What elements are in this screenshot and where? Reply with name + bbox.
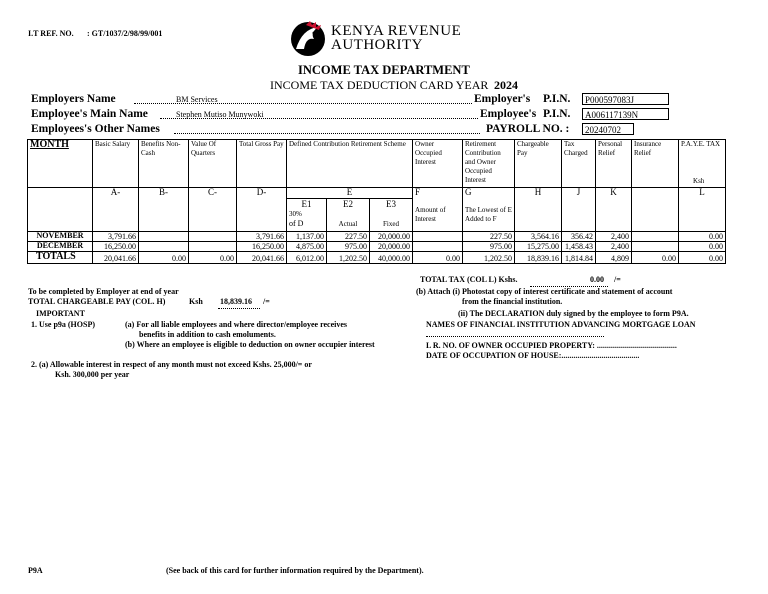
- col-basic-header: Basic Salary: [93, 140, 139, 188]
- table-cell: 1,458.43: [562, 242, 596, 252]
- authority-line1: KENYA REVENUE: [331, 23, 462, 39]
- letter-row-bottom: [28, 199, 726, 232]
- table-row: [28, 242, 726, 252]
- e1-cell: E1 30% of D: [287, 199, 327, 232]
- col-rc-header: Retirement Contribution and Owner Occupied Interest: [463, 140, 515, 188]
- table-cell: 1,814.84: [562, 252, 596, 264]
- total-tax-value: 0.00: [590, 275, 604, 284]
- deduction-table: [27, 139, 726, 264]
- col-insurance-header: Insurance Relief: [632, 140, 679, 188]
- table-cell: TOTALS: [28, 252, 93, 264]
- table-cell: [632, 232, 679, 242]
- total-tax-label: TOTAL TAX (COL L) Kshs.: [420, 275, 518, 284]
- item2-line1: 2. (a) Allowable interest in respect of any month must not exceed Kshs. 25,000/= or: [31, 360, 312, 369]
- table-cell: 2,400: [596, 232, 632, 242]
- item2-line2: Ksh. 300,000 per year: [55, 370, 130, 379]
- totals-row: [28, 252, 726, 264]
- table-cell: [413, 232, 463, 242]
- table-cell: 16,250.00: [93, 242, 139, 252]
- table-cell: [189, 199, 237, 232]
- letter-k: K: [596, 188, 632, 199]
- table-cell: 0.00: [413, 252, 463, 264]
- table-cell: 20,041.66: [93, 252, 139, 264]
- table-cell: 0.00: [679, 242, 726, 252]
- table-cell: 15,275.00: [515, 242, 562, 252]
- ksh-label: Ksh: [693, 177, 705, 185]
- table-cell: 16,250.00: [237, 242, 287, 252]
- col-gross-header: Total Gross Pay: [237, 140, 287, 188]
- attach-line3: (ii) The DECLARATION duly signed by the employee to form P9A.: [458, 309, 689, 318]
- col-paye-header: [679, 140, 726, 188]
- table-cell: [515, 199, 562, 232]
- total-chargeable-suffix: /=: [263, 297, 270, 306]
- table-cell: 0.00: [189, 252, 237, 264]
- e2-cell: E2 Actual: [327, 199, 370, 232]
- item1a-line1: (a) For all liable employees and where director/employee receives: [125, 320, 348, 329]
- employee-other-names-label: Employees's Other Names: [31, 123, 160, 135]
- letter-row-top: [28, 188, 726, 199]
- table-cell: 4,875.00: [287, 242, 327, 252]
- authority-line2: AUTHORITY: [331, 37, 423, 53]
- table-cell: 3,564.16: [515, 232, 562, 242]
- letter-b: B-: [139, 188, 189, 199]
- employee-main-name-label: Employee's Main Name: [31, 108, 148, 120]
- col-chargeable-header: Chargeable Pay: [515, 140, 562, 188]
- table-cell: [28, 188, 93, 199]
- table-cell: 20,041.66: [237, 252, 287, 264]
- table-cell: 20,000.00: [370, 242, 413, 252]
- table-cell: 227.50: [327, 232, 370, 242]
- employer-pin-label2: P.I.N.: [543, 93, 571, 105]
- g-note: The Lowest of E Added to F: [463, 199, 515, 232]
- letter-j: J: [562, 188, 596, 199]
- table-cell: [632, 199, 679, 232]
- table-cell: 1,202.50: [463, 252, 515, 264]
- table-cell: 2,400: [596, 242, 632, 252]
- col-month-header: MONTH: [28, 140, 93, 188]
- table-cell: 6,012.00: [287, 252, 327, 264]
- table-cell: 975.00: [463, 242, 515, 252]
- f-note: Amount of Interest: [413, 199, 463, 232]
- table-cell: 4,809: [596, 252, 632, 264]
- table-cell: [189, 232, 237, 242]
- department-title: INCOME TAX DEPARTMENT: [298, 63, 470, 77]
- date-of-occupation-label: DATE OF OCCUPATION OF HOUSE:.......................................: [426, 351, 640, 360]
- attach-line2: from the financial institution.: [462, 297, 563, 306]
- table-cell: 20,000.00: [370, 232, 413, 242]
- e3-cell: E3 Fixed: [370, 199, 413, 232]
- letter-h: H: [515, 188, 562, 199]
- table-cell: [93, 199, 139, 232]
- table-cell: 227.50: [463, 232, 515, 242]
- total-chargeable-label: TOTAL CHARGEABLE PAY (COL. H): [28, 297, 166, 306]
- attach-line1: (b) Attach (i) Photostat copy of interest certificate and statement of account: [416, 287, 673, 296]
- letter-g: G: [463, 188, 515, 199]
- table-cell: 0.00: [139, 252, 189, 264]
- table-cell: 0.00: [679, 232, 726, 242]
- kra-lion-logo-icon: [288, 19, 328, 57]
- table-cell: 40,000.00: [370, 252, 413, 264]
- col-benefits-header: Benefits Non-Cash: [139, 140, 189, 188]
- financial-institution-label: NAMES OF FINANCIAL INSTITUTION ADVANCING MORTGAGE LOAN: [426, 320, 696, 329]
- table-cell: 0.00: [632, 252, 679, 264]
- table-cell: [562, 199, 596, 232]
- table-cell: 3,791.66: [237, 232, 287, 242]
- table-row: [28, 232, 726, 242]
- table-cell: [139, 199, 189, 232]
- payroll-field[interactable]: 20240702: [582, 123, 634, 135]
- letter-f: F: [413, 188, 463, 199]
- item1b: (b) Where an employee is eligible to deduction on owner occupier interest: [125, 340, 375, 349]
- table-cell: 0.00: [679, 252, 726, 264]
- paye-label: P.A.Y.E. TAX: [681, 140, 721, 148]
- table-cell: [413, 242, 463, 252]
- card-title: INCOME TAX DEDUCTION CARD YEAR: [270, 78, 489, 92]
- col-dc-header: Defined Contribution Retirement Scheme: [287, 140, 413, 188]
- employer-name-value: BM Services: [176, 95, 218, 104]
- table-cell: [679, 199, 726, 232]
- table-cell: 356.42: [562, 232, 596, 242]
- table-cell: 1,202.50: [327, 252, 370, 264]
- completed-by-note: To be completed by Employer at end of year: [28, 287, 179, 296]
- item1a-line2: benefits in addition to cash emoluments.: [139, 330, 276, 339]
- important-heading: IMPORTANT: [36, 309, 85, 318]
- table-cell: 1,137.00: [287, 232, 327, 242]
- col-quarters-header: Value Of Quarters: [189, 140, 237, 188]
- total-chargeable-value: 18,839.16: [220, 297, 252, 306]
- table-cell: 975.00: [327, 242, 370, 252]
- employer-pin-field[interactable]: P000597083J: [582, 93, 669, 105]
- letter-c: C-: [189, 188, 237, 199]
- header-row: [28, 140, 726, 188]
- footer-note: (See back of this card for further information required by the Department).: [166, 566, 424, 575]
- employee-main-name-value: Stephen Mutiso Munywoki: [176, 110, 264, 119]
- col-relief-header: Personal Relief: [596, 140, 632, 188]
- table-cell: DECEMBER: [28, 242, 93, 252]
- ref-value: : GT/1037/2/98/99/001: [87, 29, 163, 38]
- table-cell: [28, 199, 93, 232]
- employer-pin-label: Employer's: [474, 93, 531, 105]
- letter-e: E: [287, 188, 413, 199]
- col-tax-charged-header: Tax Charged: [562, 140, 596, 188]
- card-year: 2024: [494, 78, 518, 92]
- employer-name-label: Employers Name: [31, 93, 116, 105]
- letter-a: A-: [93, 188, 139, 199]
- payroll-label: PAYROLL NO. :: [486, 123, 570, 135]
- col-ooi-header: Owner Occupied Interest: [413, 140, 463, 188]
- employee-pin-label2: P.I.N.: [543, 108, 571, 120]
- table-cell: 18,839.16: [515, 252, 562, 264]
- table-cell: [632, 242, 679, 252]
- form-code: P9A: [28, 566, 43, 575]
- item1: 1. Use p9a (HOSP): [31, 320, 95, 329]
- total-tax-suffix: /=: [614, 275, 621, 284]
- ref-label: I.T REF. NO.: [28, 29, 74, 38]
- lr-number-label: L R. NO. OF OWNER OCCUPIED PROPERTY: ........................................: [426, 341, 677, 350]
- employee-pin-label: Employee's: [480, 108, 537, 120]
- employee-pin-field[interactable]: A006117139N: [582, 108, 669, 120]
- table-cell: [632, 188, 679, 199]
- table-cell: [237, 199, 287, 232]
- table-cell: [189, 242, 237, 252]
- table-cell: [139, 242, 189, 252]
- table-cell: NOVEMBER: [28, 232, 93, 242]
- table-cell: 3,791.66: [93, 232, 139, 242]
- letter-l: L: [679, 188, 726, 199]
- table-cell: [139, 232, 189, 242]
- total-chargeable-ksh: Ksh: [189, 297, 203, 306]
- table-cell: [596, 199, 632, 232]
- letter-d: D-: [237, 188, 287, 199]
